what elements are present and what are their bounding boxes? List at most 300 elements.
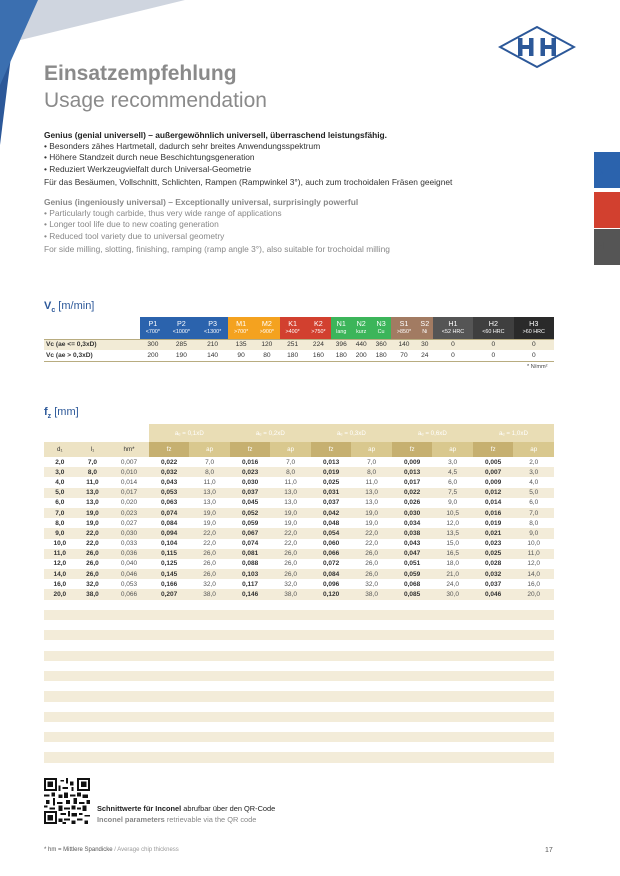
table-cell [109,610,149,620]
table-cell: 140 [197,350,228,361]
table-cell: 19,0 [351,518,391,528]
table-cell: 0,054 [311,528,352,538]
table-cell [513,691,554,701]
table-cell: 0,023 [473,539,514,549]
table-row [44,640,554,650]
table-cell [189,752,229,762]
table-cell: 396 [331,339,351,350]
table-cell: 0,047 [392,549,433,559]
table-cell: 8,0 [351,467,391,477]
table-cell [432,661,472,671]
table-cell: 11,0 [351,477,391,487]
table-cell [392,722,433,732]
table-cell [513,640,554,650]
table-cell: 0,007 [473,467,514,477]
table-cell [270,732,310,742]
table-cell: 6,0 [513,498,554,508]
table-cell [513,671,554,681]
table-cell: 0,059 [230,518,271,528]
table-cell [513,661,554,671]
table-cell [109,671,149,681]
table-cell [76,620,110,630]
table-cell [230,681,271,691]
table-cell: 14,0 [513,569,554,579]
table-cell: 0,045 [230,498,271,508]
table-cell: 13,0 [270,498,310,508]
table-cell [109,651,149,661]
table-cell [44,630,76,640]
table-cell [109,681,149,691]
table-cell: 21,0 [432,569,472,579]
table-cell: 10,0 [44,539,76,549]
table-cell: 18,0 [432,559,472,569]
description-bullet-en: • Particularly tough carbide, thus very wide range of applications [44,208,282,219]
table-cell: 0,019 [473,518,514,528]
table-cell [473,610,514,620]
qr-code[interactable] [44,778,90,824]
table-cell [513,722,554,732]
table-cell: 0,017 [392,477,433,487]
table-cell [189,691,229,701]
table-cell: 13,0 [351,488,391,498]
page-subtitle: Usage recommendation [44,89,267,112]
table-row [44,559,554,569]
table-cell: 0,021 [473,528,514,538]
table-cell: 190 [166,350,197,361]
table-row [44,498,554,508]
table-cell: 32,0 [76,579,110,589]
table-cell: 30 [417,339,433,350]
table-cell: 38,0 [189,589,229,599]
table-cell [473,691,514,701]
table-cell [270,630,310,640]
table-cell: 0,081 [230,549,271,559]
table-cell [149,610,190,620]
side-letter-k: K [596,205,604,217]
table-cell [432,600,472,610]
table-cell [351,722,391,732]
table-cell [76,712,110,722]
table-cell [351,752,391,762]
table-row [44,528,554,538]
table-cell: 0,068 [392,579,433,589]
table-cell: 8,0 [76,467,110,477]
table-cell [76,661,110,671]
table-cell: 0,014 [109,477,149,487]
table-cell [311,620,352,630]
qr-caption: Schnittwerte für Inconel abrufbar über den QR-Code Inconel parameters retrievable via the QR code [97,804,276,824]
vc-table [44,317,554,362]
table-cell: 0,016 [473,508,514,518]
table-cell: 6,0 [44,498,76,508]
table-cell [230,671,271,681]
table-cell [230,610,271,620]
table-cell: 0,103 [230,569,271,579]
table-cell: 0,009 [392,457,433,467]
table-cell: 90 [228,350,254,361]
table-cell [44,671,76,681]
table-cell [351,640,391,650]
table-cell [44,600,76,610]
table-cell [76,702,110,712]
table-cell [392,600,433,610]
table-cell [513,742,554,752]
table-cell: 2,0 [513,457,554,467]
table-cell: 300 [140,339,166,350]
table-row [44,579,554,589]
fz-group-header: aₑ = 0,1xD [149,424,230,442]
table-cell [432,681,472,691]
table-cell: 8,0 [189,467,229,477]
table-cell [109,722,149,732]
table-cell: 0,115 [149,549,190,559]
table-cell [432,712,472,722]
fz-group-header: aₑ = 1,0xD [473,424,554,442]
vc-column-header: N3 Cu [371,317,391,339]
table-cell [473,722,514,732]
table-cell: 0,040 [109,559,149,569]
table-cell: 11,0 [513,549,554,559]
table-row [44,671,554,681]
table-cell: 0,025 [311,477,352,487]
table-cell [392,610,433,620]
table-cell [230,732,271,742]
table-cell: 0,059 [392,569,433,579]
table-cell: 0 [433,339,473,350]
table-cell [76,732,110,742]
page-number: 17 [545,847,553,854]
vc-section-title: $V_c$ [m/min] [44,300,95,315]
table-cell: 15,0 [432,539,472,549]
vc-column-header: H1 <52 HRC [433,317,473,339]
table-cell [149,681,190,691]
table-row [44,630,554,640]
table-cell [189,661,229,671]
table-cell [149,620,190,630]
table-cell: 10,5 [432,508,472,518]
table-cell: 0,051 [392,559,433,569]
table-row [44,539,554,549]
table-row [44,722,554,732]
table-cell [513,600,554,610]
table-cell [189,640,229,650]
table-row [44,681,554,691]
table-cell [149,651,190,661]
table-cell [44,640,76,650]
table-cell: 0,074 [149,508,190,518]
table-cell: 26,0 [270,549,310,559]
table-cell [311,681,352,691]
table-cell [76,691,110,701]
table-cell [351,610,391,620]
table-cell: 180 [331,350,351,361]
table-cell [44,651,76,661]
table-cell: 0 [514,339,554,350]
vc-column-header: H3 >60 HRC [514,317,554,339]
table-row [44,691,554,701]
table-cell: 0,066 [109,589,149,599]
vc-column-header: K1 >400* [280,317,306,339]
table-cell [392,651,433,661]
table-cell: 26,0 [76,559,110,569]
vc-column-header: P1 <700* [140,317,166,339]
fz-column-header: ap [351,442,391,457]
fz-table [44,424,554,763]
table-cell [473,651,514,661]
table-cell: 26,0 [351,559,391,569]
table-cell [109,640,149,650]
table-cell [513,712,554,722]
table-cell: 22,0 [351,528,391,538]
table-row [44,339,554,350]
table-row [44,610,554,620]
table-row [44,488,554,498]
table-cell: 0,048 [311,518,352,528]
table-cell [230,722,271,732]
table-cell: 20,0 [44,589,76,599]
table-cell: 0,067 [230,528,271,538]
table-cell: 70 [391,350,417,361]
table-cell [311,640,352,650]
table-cell: 22,0 [76,539,110,549]
table-cell: 7,0 [351,457,391,467]
table-cell: 22,0 [270,539,310,549]
table-row [44,350,554,361]
table-cell [392,661,433,671]
table-cell [109,702,149,712]
row-label: Vc (ae > 0,3xD) [44,350,140,361]
table-cell: 0,066 [311,549,352,559]
table-row [44,702,554,712]
fz-column-header: fz [311,442,352,457]
table-cell [513,732,554,742]
table-cell: 0,043 [392,539,433,549]
table-cell: 13,0 [189,488,229,498]
vc-column-header: P2 <1000* [166,317,197,339]
table-cell [149,702,190,712]
table-cell: 26,0 [189,559,229,569]
table-cell [109,752,149,762]
table-cell [189,600,229,610]
table-cell [189,712,229,722]
table-cell [392,752,433,762]
table-cell [44,752,76,762]
table-cell [513,630,554,640]
table-cell [432,620,472,630]
table-cell: 0,072 [311,559,352,569]
fz-column-header: ap [189,442,229,457]
vc-column-header: M1 >700* [228,317,254,339]
side-letter-p: P [596,168,604,180]
table-cell: 0,125 [149,559,190,569]
table-cell: 0 [433,350,473,361]
vc-column-header: K2 >750* [306,317,332,339]
table-cell [473,640,514,650]
table-cell [311,671,352,681]
table-cell [392,712,433,722]
table-cell: 0,117 [230,579,271,589]
table-cell [270,681,310,691]
vc-column-header: S2 Ni [417,317,433,339]
table-cell [351,732,391,742]
table-cell: 0,042 [311,508,352,518]
table-cell [311,600,352,610]
table-cell: 7,0 [513,508,554,518]
table-row [44,508,554,518]
table-cell: 22,0 [270,528,310,538]
table-cell [473,630,514,640]
table-cell [311,752,352,762]
table-cell [432,630,472,640]
table-cell: 13,0 [189,498,229,508]
table-cell: 0,019 [311,467,352,477]
table-cell: 11,0 [189,477,229,487]
description-block [44,130,514,255]
description-bullet-en: • Reduced tool variety due to universal geometry [44,230,225,241]
fz-column-header: fz [473,442,514,457]
table-cell: 0,207 [149,589,190,599]
table-cell [311,742,352,752]
table-cell: 210 [197,339,228,350]
table-cell: 19,0 [76,518,110,528]
table-cell [351,671,391,681]
table-cell: 9,0 [44,528,76,538]
table-cell [76,752,110,762]
table-cell [189,732,229,742]
table-cell [270,640,310,650]
table-cell [392,732,433,742]
table-cell: 26,0 [76,569,110,579]
table-cell [392,671,433,681]
table-cell [44,620,76,630]
table-cell [44,712,76,722]
table-cell [351,630,391,640]
table-cell [189,681,229,691]
table-cell [432,732,472,742]
table-cell: 16,0 [44,579,76,589]
table-cell [392,620,433,630]
table-cell: 0,012 [473,488,514,498]
table-cell: 0,084 [311,569,352,579]
table-cell: 0 [473,339,513,350]
table-cell [270,610,310,620]
table-cell [270,620,310,630]
table-cell: 0 [473,350,513,361]
table-cell [189,671,229,681]
table-cell: 360 [371,339,391,350]
table-cell: 3,0 [432,457,472,467]
table-cell: 38,0 [351,589,391,599]
table-cell: 0,046 [109,569,149,579]
table-cell: 0,060 [311,539,352,549]
table-cell [432,651,472,661]
table-cell: 0,023 [109,508,149,518]
table-cell: 7,0 [189,457,229,467]
table-cell [432,742,472,752]
table-cell [189,620,229,630]
table-cell [149,712,190,722]
table-cell: 0,031 [311,488,352,498]
table-cell [149,640,190,650]
table-cell [270,742,310,752]
row-label: Vc (ae <= 0,3xD) [44,339,140,350]
table-cell [149,722,190,732]
table-cell: 19,0 [76,508,110,518]
table-cell: 120 [254,339,280,350]
table-row [44,732,554,742]
table-row [44,752,554,762]
table-cell: 0,145 [149,569,190,579]
page-title: Einsatzempfehlung [44,62,237,85]
table-cell: 11,0 [76,477,110,487]
fz-group-header: aₑ = 0,3xD [311,424,392,442]
table-cell: 3,0 [44,467,76,477]
table-cell: 0,085 [392,589,433,599]
table-row [44,477,554,487]
table-cell: 0,028 [473,559,514,569]
table-cell [513,752,554,762]
table-cell [270,722,310,732]
vc-column-header: M2 >900* [254,317,280,339]
table-cell: 0,013 [392,467,433,477]
table-cell [513,610,554,620]
fz-column-header: ap [270,442,310,457]
table-cell [311,651,352,661]
table-cell: 0,046 [473,589,514,599]
table-cell [109,712,149,722]
table-cell: 4,0 [513,477,554,487]
table-cell: 13,0 [351,498,391,508]
fz-group-header: aₑ = 0,6xD [392,424,473,442]
table-cell: 19,0 [351,508,391,518]
table-cell [432,671,472,681]
table-cell [351,742,391,752]
table-cell [392,630,433,640]
table-cell [473,742,514,752]
table-cell: 0,016 [230,457,271,467]
table-row [44,742,554,752]
table-cell [76,600,110,610]
table-cell: 32,0 [351,579,391,589]
table-cell: 0,017 [109,488,149,498]
fz-column-header: ap [432,442,472,457]
table-cell: 26,0 [351,549,391,559]
table-cell [149,691,190,701]
table-cell: 24,0 [432,579,472,589]
table-row [44,589,554,599]
table-cell: 0,053 [109,579,149,589]
table-cell [351,702,391,712]
fz-column-header: ap [513,442,554,457]
description-heading-en: Genius (ingeniously universal) – Exceptionally universal, surprisingly powerful [44,197,359,208]
table-cell [270,671,310,681]
table-cell: 19,0 [189,508,229,518]
table-cell [270,651,310,661]
table-cell: 0,043 [149,477,190,487]
table-cell [311,630,352,640]
table-cell [44,702,76,712]
table-cell: 13,0 [76,498,110,508]
table-cell: 160 [306,350,332,361]
table-cell: 6,0 [432,477,472,487]
table-cell [149,661,190,671]
vc-column-header: S1 >850* [391,317,417,339]
table-cell: 0,036 [109,549,149,559]
table-cell: 32,0 [270,579,310,589]
table-cell [76,610,110,620]
table-cell [351,600,391,610]
table-cell: 16,0 [513,579,554,589]
